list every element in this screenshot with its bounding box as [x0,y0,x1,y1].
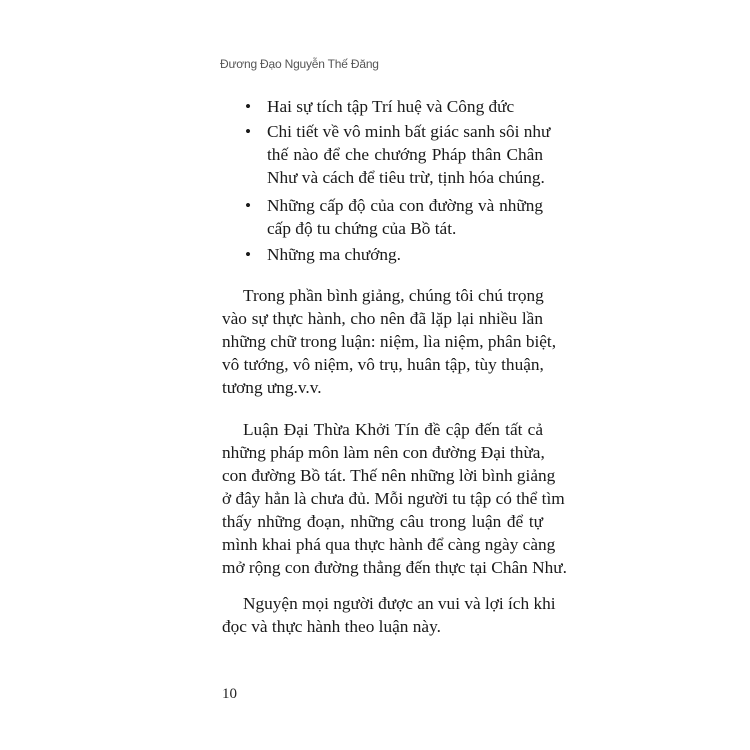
text-line: tương ưng.v.v. [222,378,322,397]
bullet-dot-icon: • [245,122,252,141]
bullet-item [245,120,551,189]
text-line: Như và cách để tiêu trừ, tịnh hóa chúng. [267,168,545,187]
bullet-item [245,194,543,240]
text-line: vô tướng, vô niệm, vô trụ, huân tập, tùy thuận, [222,355,544,374]
text-line: Nguyện mọi người được an vui và lợi ích khi [243,594,556,613]
bullet-item [245,95,543,118]
text-line: đọc và thực hành theo luận này. [222,617,441,636]
page-number: 10 [222,686,237,702]
bullet-dot-icon: • [245,196,252,215]
text-line: Luận Đại Thừa Khởi Tín đề cập đến tất cả [243,420,543,439]
text-line: Những ma chướng. [267,245,401,264]
bullet-item [245,243,543,266]
text-line: Hai sự tích tập Trí huệ và Công đức [267,97,515,116]
text-line: Trong phần bình giảng, chúng tôi chú trọng [243,286,544,305]
paragraph [222,284,557,399]
bullet-dot-icon: • [245,97,252,116]
bullet-dot-icon: • [245,245,252,264]
text-line: Những cấp độ của con đường và những [267,196,543,215]
paragraph [222,418,567,579]
text-line: những pháp môn làm nên con đường Đại thừa, [222,443,545,462]
text-line: mở rộng con đường thẳng đến thực tại Chân Như. [222,558,567,577]
text-line: vào sự thực hành, cho nên đã lặp lại nhiều lần [222,309,543,328]
text-line: ở đây hẳn là chưa đủ. Mỗi người tu tập có thể tìm [222,489,565,508]
text-line: những chữ trong luận: niệm, lìa niệm, phân biệt, [222,332,557,351]
text-line: mình khai phá qua thực hành để càng ngày càng [222,535,556,554]
text-line: con đường Bồ tát. Thế nên những lời bình giảng [222,466,556,485]
text-line: cấp độ tu chứng của Bồ tát. [267,219,457,238]
paragraph [222,592,556,638]
running-header: Đương Đạo Nguyễn Thế Đăng [220,57,379,71]
text-line: Chi tiết về vô minh bất giác sanh sôi như [267,122,551,141]
text-line: thế nào để che chướng Pháp thân Chân [267,145,543,164]
text-line: thấy những đoạn, những câu trong luận để tự [222,512,543,531]
